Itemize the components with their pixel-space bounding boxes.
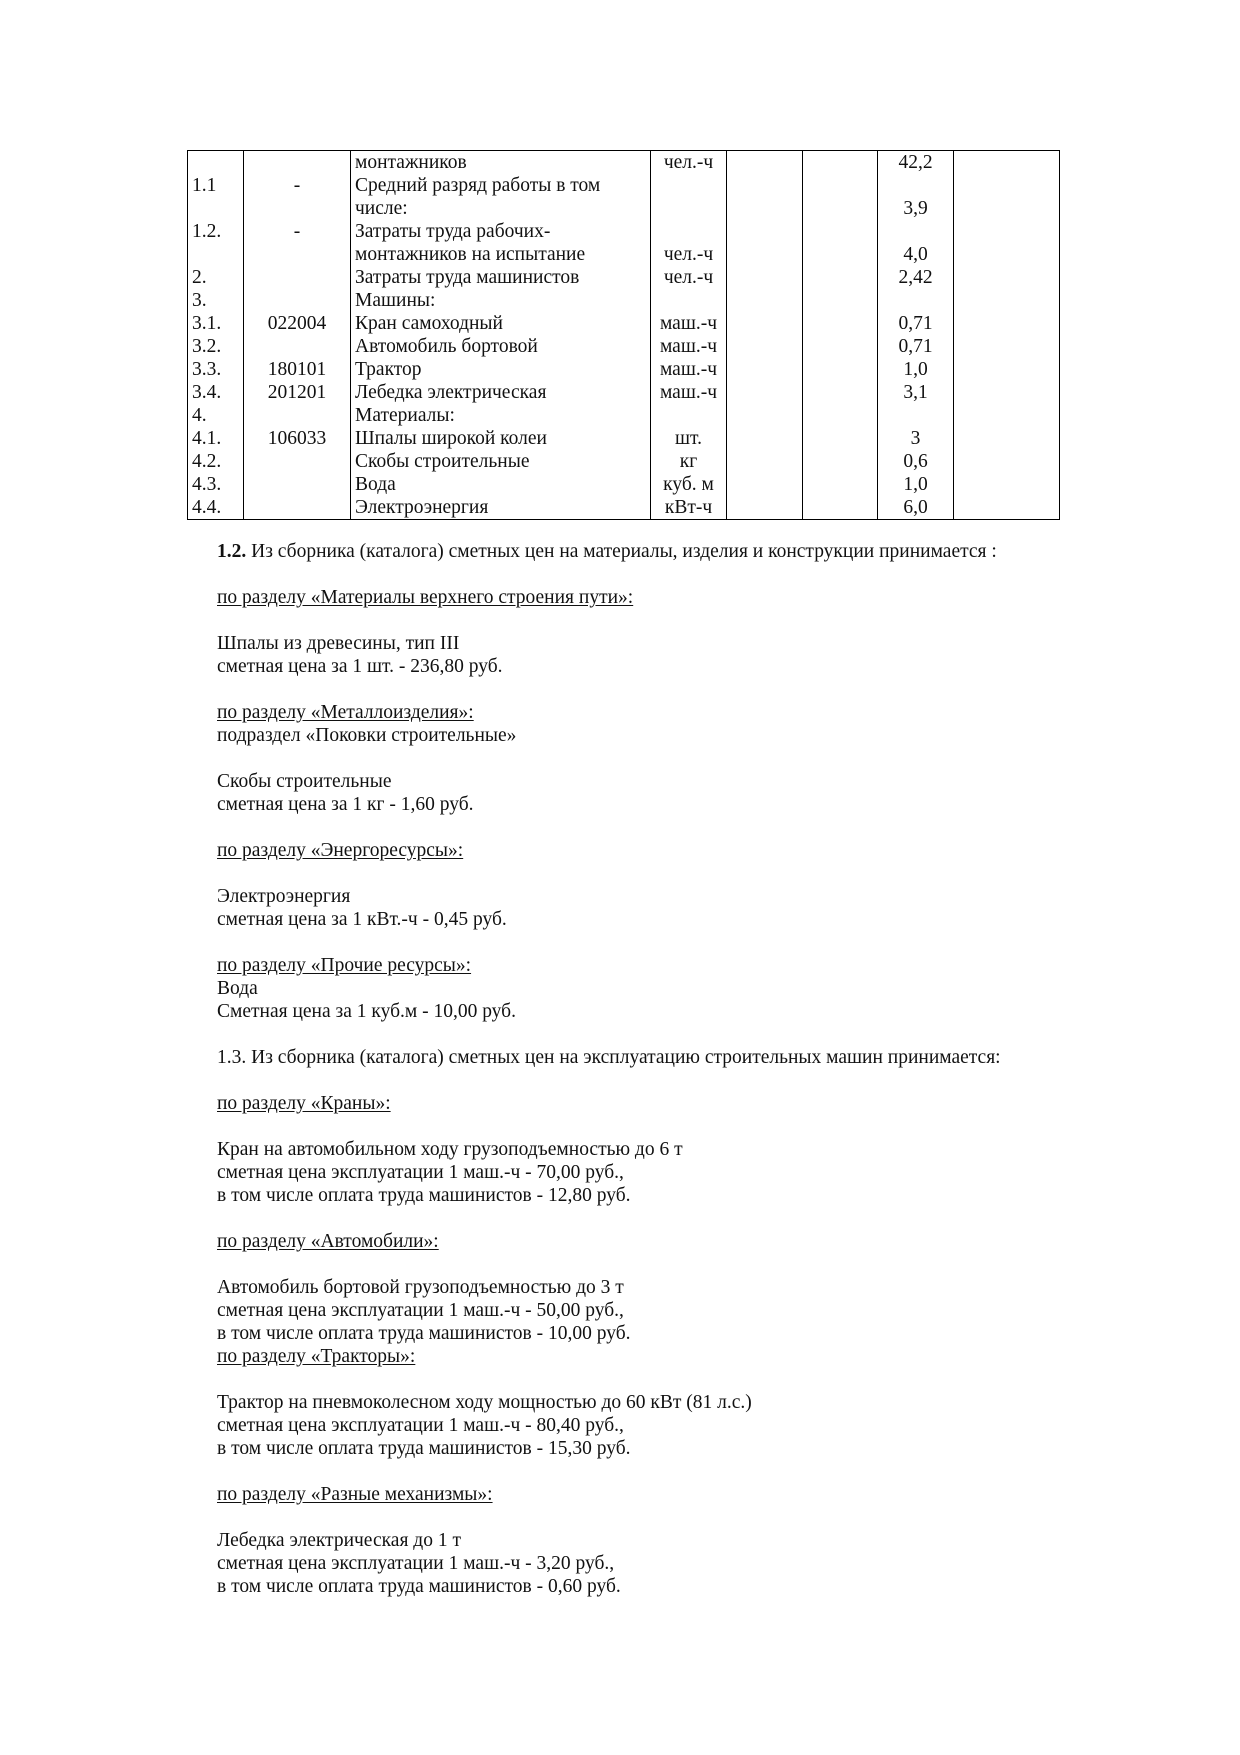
table-row [188, 473, 1060, 496]
row-number: 2. [188, 266, 244, 289]
quantity-value: 42,2 [878, 151, 954, 175]
table-row [188, 266, 1060, 289]
resources-table-body [188, 151, 1060, 520]
empty-cell [727, 312, 803, 335]
empty-cell [727, 266, 803, 289]
tractors-section-title: по разделу «Тракторы»: [217, 1346, 416, 1367]
unit-of-measure [651, 289, 727, 312]
section-1-2-heading-text: Из сборника (каталога) сметных цен на материалы, изделия и конструкции принимается : [246, 541, 997, 562]
resource-name: Средний разряд работы в том [351, 174, 651, 197]
resource-name: Материалы: [351, 404, 651, 427]
table-row [188, 358, 1060, 381]
unit-of-measure [651, 404, 727, 427]
empty-cell [727, 450, 803, 473]
row-number: 3.3. [188, 358, 244, 381]
brackets-name: Скобы строительные [217, 771, 392, 792]
section-1-2-heading [217, 540, 1117, 563]
crane-wage: в том числе оплата труда машинистов - 12,80 руб. [217, 1185, 631, 1206]
resource-name: Кран самоходный [351, 312, 651, 335]
cars-section-title: по разделу «Автомобили»: [217, 1231, 439, 1252]
resource-name: Электроэнергия [351, 496, 651, 520]
empty-cell [954, 335, 1060, 358]
row-number: 3.2. [188, 335, 244, 358]
table-row [188, 174, 1060, 197]
unit-of-measure: куб. м [651, 473, 727, 496]
empty-cell [727, 335, 803, 358]
resource-code: 180101 [244, 358, 351, 381]
table-row [188, 335, 1060, 358]
section-1-2-number: 1.2. [217, 541, 247, 562]
empty-cell [803, 496, 878, 520]
other-section-title: по разделу «Прочие ресурсы»: [217, 955, 472, 976]
empty-cell [803, 174, 878, 197]
row-number: 4.1. [188, 427, 244, 450]
winch-name: Лебедка электрическая до 1 т [217, 1530, 461, 1551]
unit-of-measure: маш.-ч [651, 358, 727, 381]
quantity-value [878, 220, 954, 243]
empty-cell [954, 381, 1060, 404]
empty-cell [954, 220, 1060, 243]
table-row [188, 427, 1060, 450]
empty-cell [727, 358, 803, 381]
resource-code [244, 243, 351, 266]
quantity-value: 0,71 [878, 335, 954, 358]
resource-code: - [244, 220, 351, 243]
resources-table [187, 150, 1060, 520]
car-wage: в том числе оплата труда машинистов - 10,00 руб. [217, 1323, 631, 1344]
row-number: 3. [188, 289, 244, 312]
resource-code [244, 473, 351, 496]
mechanisms-section-title: по разделу «Разные механизмы»: [217, 1484, 493, 1505]
quantity-value [878, 174, 954, 197]
crane-name: Кран на автомобильном ходу грузоподъемностью до 6 т [217, 1139, 683, 1160]
row-number: 4.3. [188, 473, 244, 496]
winch-price: сметная цена эксплуатации 1 маш.-ч - 3,20 руб., [217, 1553, 615, 1574]
document-body [217, 540, 1117, 1598]
empty-cell [803, 450, 878, 473]
empty-cell [954, 450, 1060, 473]
resource-name: Автомобиль бортовой [351, 335, 651, 358]
table-row [188, 450, 1060, 473]
resource-code: 022004 [244, 312, 351, 335]
empty-cell [803, 197, 878, 220]
empty-cell [803, 335, 878, 358]
resource-code: - [244, 174, 351, 197]
quantity-value: 3,1 [878, 381, 954, 404]
resource-code [244, 266, 351, 289]
empty-cell [727, 151, 803, 175]
unit-of-measure [651, 197, 727, 220]
quantity-value: 6,0 [878, 496, 954, 520]
section-1-3-heading: 1.3. Из сборника (каталога) сметных цен на эксплуатацию строительных машин принимается: [217, 1047, 1001, 1068]
quantity-value: 0,71 [878, 312, 954, 335]
sleepers-price: сметная цена за 1 шт. - 236,80 руб. [217, 656, 503, 677]
cranes-section-title: по разделу «Краны»: [217, 1093, 391, 1114]
winch-wage: в том числе оплата труда машинистов - 0,60 руб. [217, 1576, 621, 1597]
empty-cell [803, 427, 878, 450]
unit-of-measure [651, 220, 727, 243]
row-number [188, 151, 244, 175]
unit-of-measure: шт. [651, 427, 727, 450]
quantity-value [878, 404, 954, 427]
empty-cell [954, 174, 1060, 197]
unit-of-measure: кг [651, 450, 727, 473]
row-number: 4.2. [188, 450, 244, 473]
empty-cell [803, 266, 878, 289]
unit-of-measure: маш.-ч [651, 312, 727, 335]
crane-price: сметная цена эксплуатации 1 маш.-ч - 70,00 руб., [217, 1162, 624, 1183]
table-row [188, 151, 1060, 175]
empty-cell [727, 197, 803, 220]
row-number [188, 197, 244, 220]
empty-cell [803, 220, 878, 243]
empty-cell [954, 496, 1060, 520]
resource-name: Шпалы широкой колеи [351, 427, 651, 450]
resource-name: Затраты труда машинистов [351, 266, 651, 289]
resource-code [244, 197, 351, 220]
energy-section-title: по разделу «Энергоресурсы»: [217, 840, 464, 861]
empty-cell [727, 243, 803, 266]
empty-cell [803, 289, 878, 312]
resource-name: Затраты труда рабочих- [351, 220, 651, 243]
empty-cell [954, 473, 1060, 496]
table-row [188, 197, 1060, 220]
row-number: 3.1. [188, 312, 244, 335]
resource-code [244, 335, 351, 358]
empty-cell [954, 427, 1060, 450]
table-row [188, 289, 1060, 312]
empty-cell [727, 496, 803, 520]
empty-cell [954, 289, 1060, 312]
resource-name: Скобы строительные [351, 450, 651, 473]
row-number: 1.1 [188, 174, 244, 197]
tractor-price: сметная цена эксплуатации 1 маш.-ч - 80,40 руб., [217, 1415, 624, 1436]
tractor-wage: в том числе оплата труда машинистов - 15,30 руб. [217, 1438, 631, 1459]
row-number: 1.2. [188, 220, 244, 243]
energy-name: Электроэнергия [217, 886, 351, 907]
empty-cell [954, 197, 1060, 220]
empty-cell [803, 473, 878, 496]
resource-code: 106033 [244, 427, 351, 450]
empty-cell [727, 220, 803, 243]
resource-name: Вода [351, 473, 651, 496]
unit-of-measure: чел.-ч [651, 266, 727, 289]
row-number: 4. [188, 404, 244, 427]
empty-cell [803, 243, 878, 266]
unit-of-measure: чел.-ч [651, 151, 727, 175]
water-name: Вода [217, 978, 258, 999]
empty-cell [954, 243, 1060, 266]
row-number [188, 243, 244, 266]
empty-cell [803, 151, 878, 175]
sleepers-name: Шпалы из древесины, тип III [217, 633, 460, 654]
empty-cell [803, 404, 878, 427]
resource-code [244, 450, 351, 473]
quantity-value: 3,9 [878, 197, 954, 220]
unit-of-measure: маш.-ч [651, 335, 727, 358]
resource-code [244, 151, 351, 175]
car-name: Автомобиль бортовой грузоподъемностью до 3 т [217, 1277, 624, 1298]
brackets-price: сметная цена за 1 кг - 1,60 руб. [217, 794, 474, 815]
resource-name: монтажников на испытание [351, 243, 651, 266]
empty-cell [954, 358, 1060, 381]
quantity-value: 3 [878, 427, 954, 450]
table-row [188, 381, 1060, 404]
row-number: 4.4. [188, 496, 244, 520]
table-row [188, 404, 1060, 427]
resource-name: числе: [351, 197, 651, 220]
empty-cell [727, 427, 803, 450]
empty-cell [954, 151, 1060, 175]
empty-cell [954, 266, 1060, 289]
empty-cell [727, 473, 803, 496]
tractor-name: Трактор на пневмоколесном ходу мощностью до 60 кВт (81 л.с.) [217, 1392, 752, 1413]
resource-code: 201201 [244, 381, 351, 404]
empty-cell [727, 381, 803, 404]
unit-of-measure [651, 174, 727, 197]
empty-cell [727, 289, 803, 312]
resource-code [244, 496, 351, 520]
quantity-value [878, 289, 954, 312]
energy-price: сметная цена за 1 кВт.-ч - 0,45 руб. [217, 909, 507, 930]
row-number: 3.4. [188, 381, 244, 404]
rail-section-title: по разделу «Материалы верхнего строения пути»: [217, 587, 634, 608]
metal-subsection-title: подраздел «Поковки строительные» [217, 725, 517, 746]
empty-cell [803, 358, 878, 381]
table-row [188, 243, 1060, 266]
empty-cell [727, 404, 803, 427]
empty-cell [803, 312, 878, 335]
table-row [188, 220, 1060, 243]
empty-cell [954, 404, 1060, 427]
unit-of-measure: чел.-ч [651, 243, 727, 266]
resource-name: Лебедка электрическая [351, 381, 651, 404]
metal-section-title: по разделу «Металлоизделия»: [217, 702, 474, 723]
quantity-value: 0,6 [878, 450, 954, 473]
quantity-value: 1,0 [878, 473, 954, 496]
resource-name: монтажников [351, 151, 651, 175]
quantity-value: 1,0 [878, 358, 954, 381]
quantity-value: 4,0 [878, 243, 954, 266]
car-price: сметная цена эксплуатации 1 маш.-ч - 50,00 руб., [217, 1300, 624, 1321]
empty-cell [727, 174, 803, 197]
unit-of-measure: маш.-ч [651, 381, 727, 404]
resource-name: Машины: [351, 289, 651, 312]
resource-code [244, 289, 351, 312]
table-row [188, 312, 1060, 335]
empty-cell [954, 312, 1060, 335]
resource-name: Трактор [351, 358, 651, 381]
quantity-value: 2,42 [878, 266, 954, 289]
empty-cell [803, 381, 878, 404]
table-row [188, 496, 1060, 520]
resource-code [244, 404, 351, 427]
water-price: Сметная цена за 1 куб.м - 10,00 руб. [217, 1001, 516, 1022]
unit-of-measure: кВт-ч [651, 496, 727, 520]
